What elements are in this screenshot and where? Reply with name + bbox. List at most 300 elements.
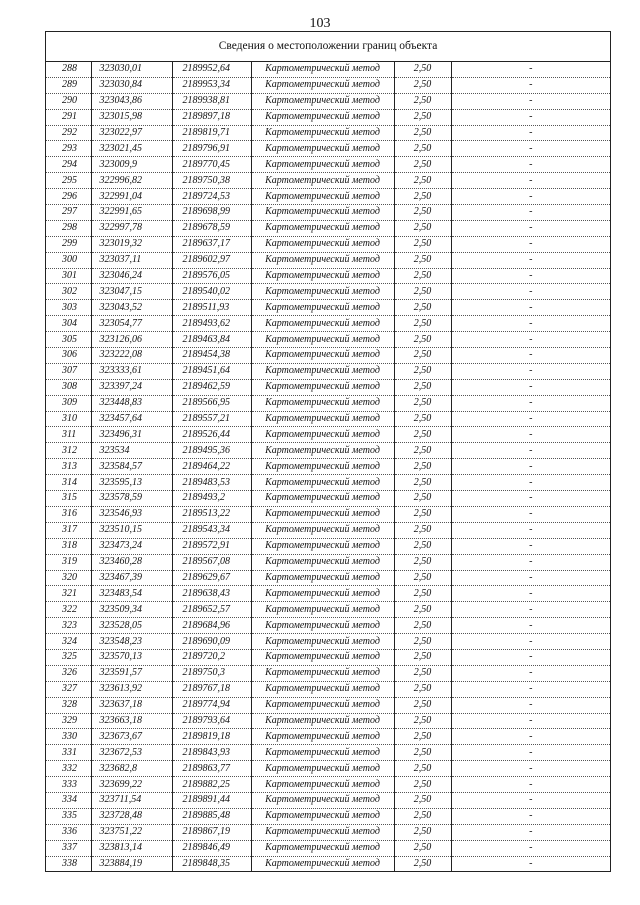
point-number-cell: 292	[46, 125, 91, 141]
table-row	[46, 570, 610, 586]
determination-method-cell: Картометрический метод	[251, 395, 394, 411]
point-number-cell: 325	[46, 649, 91, 665]
table-row	[46, 300, 610, 316]
note-cell: -	[529, 857, 533, 869]
determination-method-cell: Картометрический метод	[251, 141, 394, 157]
note-cell: -	[451, 777, 610, 793]
table-row	[46, 236, 610, 252]
determination-method-cell: Картометрический метод	[251, 109, 394, 125]
table-row	[46, 268, 610, 284]
table-row	[46, 538, 610, 554]
coordinate-x-cell: 323548,23	[91, 634, 172, 650]
determination-method-cell: Картометрический метод	[251, 427, 394, 443]
point-number-cell: 306	[46, 348, 91, 364]
determination-method-cell: Картометрический метод	[251, 618, 394, 634]
coordinate-y-cell: 2189464,22	[172, 459, 251, 475]
table-row	[46, 634, 610, 650]
accuracy-cell: 2,50	[394, 141, 451, 157]
table-row	[46, 62, 610, 77]
note-cell: -	[451, 522, 610, 538]
note-cell: -	[451, 697, 610, 713]
coordinate-x-cell: 323043,52	[91, 300, 172, 316]
note-cell: -	[451, 808, 610, 824]
determination-method-cell: Картометрический метод	[251, 332, 394, 348]
point-number-cell: 337	[46, 840, 91, 856]
note-cell: -	[451, 649, 610, 665]
coordinate-x-cell: 323046,24	[91, 268, 172, 284]
determination-method-cell: Картометрический метод	[251, 205, 394, 221]
coordinate-x-cell: 323047,15	[91, 284, 172, 300]
determination-method-cell: Картометрический метод	[251, 697, 394, 713]
note-cell: -	[451, 395, 610, 411]
coordinate-x-cell: 323672,53	[91, 745, 172, 761]
note-cell: -	[451, 205, 610, 221]
coordinate-x-cell: 323473,24	[91, 538, 172, 554]
note-cell: -	[451, 332, 610, 348]
accuracy-cell: 2,50	[394, 538, 451, 554]
coordinate-y-cell: 2189938,81	[172, 93, 251, 109]
determination-method-cell: Картометрический метод	[251, 459, 394, 475]
coordinate-x-cell: 323496,31	[91, 427, 172, 443]
note-cell: -	[451, 824, 610, 840]
coordinate-y-cell: 2189451,64	[172, 363, 251, 379]
coordinate-x-cell: 323460,28	[91, 554, 172, 570]
coordinate-y-cell: 2189952,64	[172, 62, 251, 77]
coordinate-x-cell: 323509,34	[91, 602, 172, 618]
point-number-cell: 313	[46, 459, 91, 475]
coordinate-y-cell: 2189891,44	[172, 792, 251, 808]
coordinate-y-cell: 2189770,45	[172, 157, 251, 173]
table-row	[46, 189, 610, 205]
note-cell: -	[451, 236, 610, 252]
note-cell: -	[451, 157, 610, 173]
coordinate-y-cell: 2189495,36	[172, 443, 251, 459]
table-row	[46, 173, 610, 189]
note-cell: -	[451, 284, 610, 300]
determination-method-cell: Картометрический метод	[251, 62, 394, 77]
point-number-cell: 316	[46, 506, 91, 522]
table-row	[46, 729, 610, 745]
determination-method-cell: Картометрический метод	[251, 173, 394, 189]
coordinate-x-cell: 323682,8	[91, 761, 172, 777]
table-row	[46, 681, 610, 697]
accuracy-cell: 2,50	[394, 491, 451, 507]
point-number-cell: 300	[46, 252, 91, 268]
accuracy-cell: 2,50	[394, 808, 451, 824]
note-cell: -	[451, 316, 610, 332]
accuracy-cell: 2,50	[394, 268, 451, 284]
coordinate-y-cell: 2189690,09	[172, 634, 251, 650]
coordinate-y-cell: 2189540,02	[172, 284, 251, 300]
accuracy-cell: 2,50	[394, 220, 451, 236]
coordinate-y-cell: 2189513,22	[172, 506, 251, 522]
coordinate-y-cell: 2189602,97	[172, 252, 251, 268]
table-row	[46, 808, 610, 824]
coordinate-x-cell: 323510,15	[91, 522, 172, 538]
point-number-cell: 321	[46, 586, 91, 602]
table-row	[46, 284, 610, 300]
accuracy-cell: 2,50	[394, 459, 451, 475]
accuracy-cell: 2,50	[394, 761, 451, 777]
note-cell: -	[451, 681, 610, 697]
accuracy-cell: 2,50	[394, 475, 451, 491]
accuracy-cell: 2,50	[394, 649, 451, 665]
coordinate-x-cell: 323222,08	[91, 348, 172, 364]
coordinate-y-cell: 2189750,3	[172, 665, 251, 681]
coordinate-x-cell: 323448,83	[91, 395, 172, 411]
note-cell: -	[451, 268, 610, 284]
accuracy-cell: 2,50	[394, 840, 451, 856]
coordinate-y-cell: 2189454,38	[172, 348, 251, 364]
coordinate-y-cell: 2189557,21	[172, 411, 251, 427]
determination-method-cell: Картометрический метод	[251, 125, 394, 141]
determination-method-cell: Картометрический метод	[251, 713, 394, 729]
coordinate-y-cell: 2189846,49	[172, 840, 251, 856]
accuracy-cell: 2,50	[394, 522, 451, 538]
determination-method-cell: Картометрический метод	[251, 189, 394, 205]
table-row	[46, 602, 610, 618]
coordinate-y-cell: 2189953,34	[172, 77, 251, 93]
point-number-cell: 293	[46, 141, 91, 157]
determination-method-cell: Картометрический метод	[251, 602, 394, 618]
accuracy-cell: 2,50	[394, 554, 451, 570]
point-number-cell: 330	[46, 729, 91, 745]
accuracy-cell: 2,50	[394, 856, 451, 871]
coordinate-y-cell: 2189724,53	[172, 189, 251, 205]
coordinate-y-cell: 2189462,59	[172, 379, 251, 395]
determination-method-cell: Картометрический метод	[251, 649, 394, 665]
point-number-cell: 326	[46, 665, 91, 681]
point-number-cell: 298	[46, 220, 91, 236]
point-number-cell: 302	[46, 284, 91, 300]
accuracy-cell: 2,50	[394, 379, 451, 395]
determination-method-cell: Картометрический метод	[251, 252, 394, 268]
point-number-cell: 324	[46, 634, 91, 650]
note-cell: -	[451, 300, 610, 316]
accuracy-cell: 2,50	[394, 189, 451, 205]
coordinate-y-cell: 2189843,93	[172, 745, 251, 761]
accuracy-cell: 2,50	[394, 443, 451, 459]
coordinate-x-cell: 322996,82	[91, 173, 172, 189]
determination-method-cell: Картометрический метод	[251, 93, 394, 109]
table-row	[46, 252, 610, 268]
accuracy-cell: 2,50	[394, 618, 451, 634]
table-row	[46, 618, 610, 634]
table-row	[46, 332, 610, 348]
note-cell: -	[451, 634, 610, 650]
determination-method-cell: Картометрический метод	[251, 300, 394, 316]
coordinate-x-cell: 323333,61	[91, 363, 172, 379]
table-row	[46, 459, 610, 475]
note-cell: -	[451, 602, 610, 618]
note-cell: -	[451, 220, 610, 236]
determination-method-cell: Картометрический метод	[251, 586, 394, 602]
accuracy-cell: 2,50	[394, 602, 451, 618]
coordinate-x-cell: 323751,22	[91, 824, 172, 840]
accuracy-cell: 2,50	[394, 824, 451, 840]
coordinate-x-cell: 323728,48	[91, 808, 172, 824]
note-cell: -	[451, 618, 610, 634]
table-row	[46, 93, 610, 109]
point-number-cell: 295	[46, 173, 91, 189]
determination-method-cell: Картометрический метод	[251, 268, 394, 284]
table-row	[46, 697, 610, 713]
table-row	[46, 586, 610, 602]
coordinate-y-cell: 2189882,25	[172, 777, 251, 793]
accuracy-cell: 2,50	[394, 586, 451, 602]
coordinate-x-cell: 322997,78	[91, 220, 172, 236]
coordinate-y-cell: 2189576,05	[172, 268, 251, 284]
determination-method-cell: Картометрический метод	[251, 856, 394, 871]
coordinate-y-cell: 2189819,18	[172, 729, 251, 745]
coordinate-x-cell: 322991,65	[91, 205, 172, 221]
accuracy-cell: 2,50	[394, 777, 451, 793]
coordinate-y-cell: 2189463,84	[172, 332, 251, 348]
accuracy-cell: 2,50	[394, 681, 451, 697]
table-row	[46, 109, 610, 125]
coordinate-y-cell: 2189638,43	[172, 586, 251, 602]
coordinate-y-cell: 2189867,19	[172, 824, 251, 840]
accuracy-cell: 2,50	[394, 173, 451, 189]
coordinate-x-cell: 323019,32	[91, 236, 172, 252]
coordinate-y-cell: 2189897,18	[172, 109, 251, 125]
coordinates-table	[46, 62, 610, 871]
coordinate-y-cell: 2189819,71	[172, 125, 251, 141]
coordinate-y-cell: 2189796,91	[172, 141, 251, 157]
coordinate-y-cell: 2189774,94	[172, 697, 251, 713]
table-row	[46, 856, 610, 871]
note-cell: -	[451, 141, 610, 157]
point-number-cell: 331	[46, 745, 91, 761]
coordinate-x-cell: 323884,19	[91, 856, 172, 871]
accuracy-cell: 2,50	[394, 205, 451, 221]
accuracy-cell: 2,50	[394, 109, 451, 125]
note-cell: -	[451, 761, 610, 777]
coordinate-x-cell: 323711,54	[91, 792, 172, 808]
table-row	[46, 840, 610, 856]
coordinate-x-cell: 323397,24	[91, 379, 172, 395]
accuracy-cell: 2,50	[394, 665, 451, 681]
coordinate-x-cell: 323021,45	[91, 141, 172, 157]
determination-method-cell: Картометрический метод	[251, 824, 394, 840]
table-row	[46, 205, 610, 221]
coordinate-x-cell: 323613,92	[91, 681, 172, 697]
table-row	[46, 665, 610, 681]
table-row	[46, 792, 610, 808]
table-row	[46, 157, 610, 173]
coordinate-y-cell: 2189483,53	[172, 475, 251, 491]
accuracy-cell: 2,50	[394, 411, 451, 427]
point-number-cell: 332	[46, 761, 91, 777]
accuracy-cell: 2,50	[394, 252, 451, 268]
coordinate-y-cell: 2189637,17	[172, 236, 251, 252]
table-row	[46, 649, 610, 665]
point-number-cell: 336	[46, 824, 91, 840]
accuracy-cell: 2,50	[394, 792, 451, 808]
accuracy-cell: 2,50	[394, 506, 451, 522]
note-cell: -	[451, 109, 610, 125]
point-number-cell: 318	[46, 538, 91, 554]
table-row	[46, 777, 610, 793]
point-number-cell: 291	[46, 109, 91, 125]
table-row	[46, 475, 610, 491]
accuracy-cell: 2,50	[394, 316, 451, 332]
coordinate-x-cell: 323570,13	[91, 649, 172, 665]
coordinate-y-cell: 2189767,18	[172, 681, 251, 697]
point-number-cell: 289	[46, 77, 91, 93]
point-number-cell: 328	[46, 697, 91, 713]
determination-method-cell: Картометрический метод	[251, 77, 394, 93]
coordinate-x-cell: 323043,86	[91, 93, 172, 109]
note-cell: -	[451, 77, 610, 93]
coordinate-y-cell: 2189720,2	[172, 649, 251, 665]
note-cell: -	[451, 252, 610, 268]
coordinate-y-cell: 2189750,38	[172, 173, 251, 189]
table-row	[46, 745, 610, 761]
point-number-cell: 322	[46, 602, 91, 618]
table-title: Сведения о местоположении границ объекта	[46, 32, 610, 62]
note-cell: -	[451, 586, 610, 602]
coordinate-x-cell: 323467,39	[91, 570, 172, 586]
coordinate-x-cell: 323591,57	[91, 665, 172, 681]
coordinate-x-cell: 323022,97	[91, 125, 172, 141]
point-number-cell: 307	[46, 363, 91, 379]
point-number-cell: 320	[46, 570, 91, 586]
coordinate-x-cell: 323037,11	[91, 252, 172, 268]
determination-method-cell: Картометрический метод	[251, 538, 394, 554]
coordinate-y-cell: 2189566,95	[172, 395, 251, 411]
note-cell: -	[451, 173, 610, 189]
point-number-cell: 303	[46, 300, 91, 316]
point-number-cell: 334	[46, 792, 91, 808]
note-cell: -	[451, 475, 610, 491]
point-number-cell: 294	[46, 157, 91, 173]
table-row	[46, 125, 610, 141]
note-cell: -	[451, 840, 610, 856]
determination-method-cell: Картометрический метод	[251, 777, 394, 793]
coordinate-x-cell: 323699,22	[91, 777, 172, 793]
point-number-cell: 335	[46, 808, 91, 824]
point-number-cell: 327	[46, 681, 91, 697]
point-number-cell: 315	[46, 491, 91, 507]
accuracy-cell: 2,50	[394, 62, 451, 77]
coordinate-x-cell: 323584,57	[91, 459, 172, 475]
accuracy-cell: 2,50	[394, 697, 451, 713]
accuracy-cell: 2,50	[394, 77, 451, 93]
table-row	[46, 77, 610, 93]
coordinate-y-cell: 2189848,35	[172, 856, 251, 871]
coordinate-x-cell: 323030,01	[91, 62, 172, 77]
determination-method-cell: Картометрический метод	[251, 475, 394, 491]
table-row	[46, 411, 610, 427]
table-row	[46, 316, 610, 332]
note-cell: -	[451, 411, 610, 427]
note-cell: -	[451, 729, 610, 745]
accuracy-cell: 2,50	[394, 745, 451, 761]
determination-method-cell: Картометрический метод	[251, 761, 394, 777]
note-cell: -	[451, 62, 610, 77]
determination-method-cell: Картометрический метод	[251, 681, 394, 697]
point-number-cell: 312	[46, 443, 91, 459]
coordinate-x-cell: 323595,13	[91, 475, 172, 491]
note-cell: -	[451, 792, 610, 808]
coordinate-x-cell: 322991,04	[91, 189, 172, 205]
note-cell: -	[451, 506, 610, 522]
point-number-cell: 296	[46, 189, 91, 205]
accuracy-cell: 2,50	[394, 300, 451, 316]
note-cell: -	[451, 427, 610, 443]
point-number-cell: 288	[46, 62, 91, 77]
boundary-coordinates-sheet	[45, 31, 611, 872]
note-cell: -	[451, 538, 610, 554]
note-cell: -	[451, 713, 610, 729]
accuracy-cell: 2,50	[394, 713, 451, 729]
coordinate-x-cell: 323030,84	[91, 77, 172, 93]
point-number-cell: 290	[46, 93, 91, 109]
determination-method-cell: Картометрический метод	[251, 570, 394, 586]
table-row	[46, 141, 610, 157]
point-number-cell: 311	[46, 427, 91, 443]
coordinate-y-cell: 2189698,99	[172, 205, 251, 221]
accuracy-cell: 2,50	[394, 348, 451, 364]
note-cell: -	[451, 459, 610, 475]
table-row	[46, 395, 610, 411]
determination-method-cell: Картометрический метод	[251, 220, 394, 236]
accuracy-cell: 2,50	[394, 157, 451, 173]
point-number-cell: 323	[46, 618, 91, 634]
point-number-cell: 304	[46, 316, 91, 332]
table-row	[46, 506, 610, 522]
note-cell: -	[451, 93, 610, 109]
note-cell: -	[451, 443, 610, 459]
coordinate-x-cell: 323483,54	[91, 586, 172, 602]
determination-method-cell: Картометрический метод	[251, 634, 394, 650]
coordinate-x-cell: 323534	[91, 443, 172, 459]
coordinate-y-cell: 2189863,77	[172, 761, 251, 777]
determination-method-cell: Картометрический метод	[251, 411, 394, 427]
point-number-cell: 333	[46, 777, 91, 793]
determination-method-cell: Картометрический метод	[251, 840, 394, 856]
note-cell: -	[451, 363, 610, 379]
coordinate-x-cell: 323673,67	[91, 729, 172, 745]
coordinate-x-cell: 323578,59	[91, 491, 172, 507]
point-number-cell: 329	[46, 713, 91, 729]
determination-method-cell: Картометрический метод	[251, 379, 394, 395]
accuracy-cell: 2,50	[394, 363, 451, 379]
point-number-cell: 338	[46, 856, 91, 871]
coordinate-y-cell: 2189493,2	[172, 491, 251, 507]
accuracy-cell: 2,50	[394, 395, 451, 411]
coordinate-x-cell: 323637,18	[91, 697, 172, 713]
note-cell: -	[451, 745, 610, 761]
note-cell: -	[451, 348, 610, 364]
accuracy-cell: 2,50	[394, 570, 451, 586]
determination-method-cell: Картометрический метод	[251, 157, 394, 173]
point-number-cell: 299	[46, 236, 91, 252]
accuracy-cell: 2,50	[394, 634, 451, 650]
coordinate-x-cell: 323546,93	[91, 506, 172, 522]
point-number-cell: 305	[46, 332, 91, 348]
accuracy-cell: 2,50	[394, 729, 451, 745]
point-number-cell: 317	[46, 522, 91, 538]
coordinate-x-cell: 323813,14	[91, 840, 172, 856]
determination-method-cell: Картометрический метод	[251, 491, 394, 507]
accuracy-cell: 2,50	[394, 332, 451, 348]
coordinate-y-cell: 2189526,44	[172, 427, 251, 443]
determination-method-cell: Картометрический метод	[251, 284, 394, 300]
table-row	[46, 522, 610, 538]
point-number-cell: 314	[46, 475, 91, 491]
